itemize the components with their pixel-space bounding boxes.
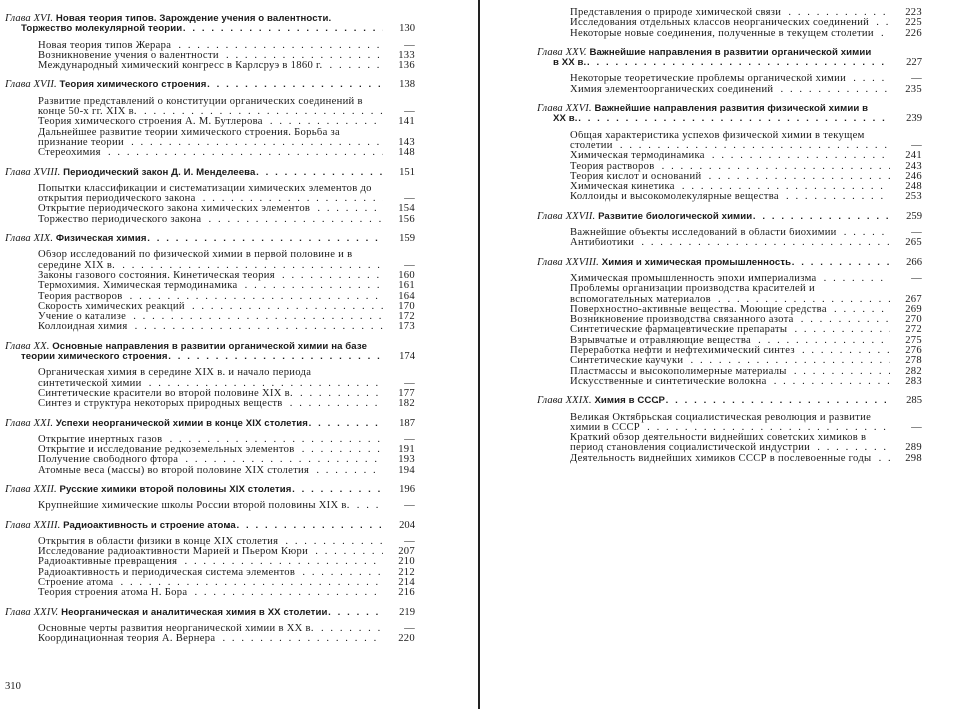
chapter-label: Глава XXII. <box>5 484 57 495</box>
toc-page-number: 223 <box>890 8 922 18</box>
chapter-title-text: Важнейшие направления развития физической химии в XX в. <box>553 104 869 125</box>
toc-item-title: Строение атома . . <box>38 578 113 588</box>
toc-item <box>38 312 415 322</box>
chapter-heading <box>5 342 415 363</box>
chapter-items <box>537 228 922 249</box>
chapter-title <box>537 104 868 124</box>
toc-page-number: 285 <box>890 396 922 406</box>
toc-item-title: Пластмассы и высокополимерные материалы . . <box>570 367 787 377</box>
chapter-heading <box>5 419 415 429</box>
toc-page-number: 148 <box>383 148 415 158</box>
page-number: 310 <box>5 681 21 692</box>
toc-chapter <box>537 258 922 388</box>
chapter-label: Глава XX. <box>5 341 50 352</box>
chapter-items <box>5 250 415 332</box>
toc-item <box>38 466 415 476</box>
toc-page-number: 204 <box>383 521 415 531</box>
toc-item <box>38 184 415 205</box>
toc-item-title: Искусственные и синтетические волокна . . <box>570 377 767 387</box>
chapter-title-text: Основные направления в развитии органической химии на базе теории химического строения <box>21 341 368 363</box>
toc-chapter <box>5 234 415 333</box>
toc-chapter <box>5 485 415 512</box>
toc-item-title: Деятельность виднейших химиков СССР в послевоенные годы . . <box>570 454 871 464</box>
toc-page-number: — <box>383 107 415 117</box>
toc-page-number: 136 <box>383 61 415 71</box>
toc-page-number: 173 <box>383 322 415 332</box>
toc-page-number: 266 <box>890 258 922 268</box>
toc-page-number: — <box>383 501 415 511</box>
toc-item <box>570 172 922 182</box>
chapter-heading <box>5 234 415 244</box>
toc-item-title: Органическая химия в середине XIX в. и начало периода синтетической химии . . <box>38 368 311 388</box>
chapter-items <box>537 131 922 203</box>
toc-page-number: 141 <box>383 117 415 127</box>
chapter-title-text: Русские химики второй половины XIX столетия <box>59 484 292 495</box>
toc-item-title: Представления о природе химической связи . . <box>570 8 781 18</box>
toc-item-title: Исследование радиоактивности Марией и Пьером Кюри . . <box>38 547 308 557</box>
chapter-heading <box>5 485 415 495</box>
chapter-title-text: Радиоактивность и строение атома <box>63 520 236 531</box>
chapter-label: Глава XVI. <box>5 14 54 24</box>
toc-item-title: Теория растворов . . <box>570 162 655 172</box>
chapter-heading <box>5 168 415 178</box>
toc-item-title: Синтетические красители во второй половине XIX в. . . <box>38 389 293 399</box>
chapter-label: Глава XVIII. <box>5 167 61 178</box>
toc-item <box>570 367 922 377</box>
toc-chapter <box>5 14 415 71</box>
toc-item-title: Дальнейшее развитие теории химического строения. Борьба за признание теории . . <box>38 128 340 148</box>
toc-page-number: 226 <box>890 29 922 39</box>
toc-item-title: Важнейшие объекты исследований в области биохимии . . <box>570 228 837 238</box>
toc-chapter <box>537 212 922 249</box>
chapter-items <box>537 274 922 387</box>
chapter-label: Глава XVII. <box>5 80 57 91</box>
toc-item <box>570 74 922 84</box>
chapter-title <box>5 521 236 531</box>
toc-page-number: 265 <box>890 238 922 248</box>
toc-item <box>570 18 922 28</box>
toc-item-title: Коллоидная химия . . <box>38 322 128 332</box>
toc-item <box>570 377 922 387</box>
toc-item <box>38 302 415 312</box>
toc-item <box>38 61 415 71</box>
toc-item <box>570 8 922 18</box>
toc-item-title: Радиоактивность и периодическая система элементов . . <box>38 568 295 578</box>
toc-item <box>570 454 922 464</box>
toc-item <box>38 624 415 634</box>
toc-item-title: Открытие и исследование редкоземельных элементов . . <box>38 445 295 455</box>
toc-item <box>570 413 922 434</box>
toc-page-number: — <box>383 537 415 547</box>
toc-page-number: 151 <box>383 168 415 178</box>
chapter-title-text: Развитие биологической химии <box>598 211 753 222</box>
chapter-label: Глава XXIV. <box>5 607 59 618</box>
chapter-title-text: Неорганическая и аналитическая химия в XX столетии <box>61 607 328 618</box>
toc-chapter <box>5 342 415 410</box>
toc-page-number: 216 <box>383 588 415 598</box>
toc-item-title: Получение свободного фтора . . <box>38 455 178 465</box>
toc-page-number: — <box>890 141 922 151</box>
toc-page-number: — <box>890 423 922 433</box>
toc-page-number: 143 <box>383 138 415 148</box>
chapter-heading <box>537 212 922 222</box>
toc-item-title: Теория химического строения А. М. Бутлерова . . <box>38 117 263 127</box>
toc-item-title: Синтетические фармацевтические препараты . . <box>570 325 787 335</box>
toc-page-number: 196 <box>383 485 415 495</box>
chapter-items <box>5 368 415 409</box>
toc-page-number: 219 <box>383 608 415 618</box>
toc-item <box>570 315 922 325</box>
chapter-items <box>5 97 415 159</box>
toc-page-number: 282 <box>890 367 922 377</box>
chapter-title-text: Новая теория типов. Зарождение учения о валентности. Торжество молекулярной теории <box>21 14 332 35</box>
chapter-items <box>537 413 922 464</box>
toc-item-title: Химическая промышленность эпохи империализма . . <box>570 274 817 284</box>
toc-item-title: Открытие периодического закона химических элементов . . <box>38 204 310 214</box>
toc-item-title: Попытки классификации и систематизации химических элементов до открытия периодического закона . . <box>38 184 372 204</box>
chapter-label: Глава XXVII. <box>537 211 596 222</box>
continued-items <box>537 8 922 39</box>
toc-page-number: 133 <box>383 51 415 61</box>
toc-page-number: 253 <box>890 192 922 202</box>
toc-chapter <box>5 419 415 476</box>
toc-item <box>38 97 415 118</box>
chapter-heading <box>5 80 415 90</box>
toc-item-title: Основные черты развития неорганической химии в XX в. . . <box>38 624 314 634</box>
toc-item-title: Теория кислот и оснований . . <box>570 172 701 182</box>
toc-item-title: Законы газового состояния. Кинетическая теория . . <box>38 271 275 281</box>
toc-page-number: 239 <box>890 114 922 124</box>
chapter-label: Глава XXI. <box>5 418 54 429</box>
toc-page-number: 272 <box>890 325 922 335</box>
toc-item-title: Некоторые новые соединения, полученные в текущем столетии . . <box>570 29 874 39</box>
toc-item <box>38 148 415 158</box>
chapter-title-text: Химия и химическая промышленность <box>601 257 792 268</box>
toc-chapter <box>5 80 415 158</box>
toc-item <box>570 85 922 95</box>
toc-item <box>38 117 415 127</box>
toc-page-number: 298 <box>890 454 922 464</box>
chapter-heading <box>537 104 922 125</box>
toc-page-number: 172 <box>383 312 415 322</box>
toc-item-title: Краткий обзор деятельности виднейших советских химиков в период становления социалистической индустрии . . <box>570 433 866 453</box>
toc-chapter <box>5 521 415 599</box>
toc-item-title: Антибиотики . . <box>570 238 634 248</box>
toc-item <box>38 271 415 281</box>
toc-item-title: Радиоактивные превращения . . <box>38 557 177 567</box>
chapter-title <box>5 485 291 495</box>
toc-page-number: 177 <box>383 389 415 399</box>
toc-item-title: Проблемы организации производства красителей и вспомогательных материалов . . <box>570 284 815 304</box>
toc-item-title: Крупнейшие химические школы России второй половины XIX в. . . <box>38 501 350 511</box>
toc-item <box>38 204 415 214</box>
chapter-title <box>5 168 255 178</box>
chapter-label: Глава XXIX. <box>537 396 592 407</box>
chapter-title-text: Химия в СССР <box>594 396 665 407</box>
toc-page-number: — <box>383 435 415 445</box>
toc-item-title: Международный химический конгресс в Карлсруэ в 1860 г. . . <box>38 61 322 71</box>
toc-page-number: 156 <box>383 215 415 225</box>
toc-item <box>570 433 922 454</box>
toc-page-number: 278 <box>890 356 922 366</box>
toc-item-title: Переработка нефти и нефтехимический синтез . . <box>570 346 795 356</box>
chapter-items <box>5 435 415 476</box>
toc-item-title: Новая теория типов Жерара . . <box>38 41 171 51</box>
toc-page-number: 212 <box>383 568 415 578</box>
chapter-heading <box>5 521 415 531</box>
toc-item <box>38 578 415 588</box>
toc-item <box>570 151 922 161</box>
toc-page-number: 220 <box>383 634 415 644</box>
chapter-label: Глава XXV. <box>537 47 587 58</box>
toc-item <box>570 238 922 248</box>
toc-item <box>38 445 415 455</box>
toc-item-title: Великая Октябрьская социалистическая революция и развитие химии в СССР . . <box>570 413 871 433</box>
toc-page-number: — <box>383 379 415 389</box>
toc-item-title: Возникновение производства связанного азота . . <box>570 315 794 325</box>
chapter-title <box>5 342 367 362</box>
toc-page-number: — <box>383 624 415 634</box>
toc-item-title: Синтез и структура некоторых природных веществ . . <box>38 399 283 409</box>
toc-page-number: 194 <box>383 466 415 476</box>
toc-page-number: 243 <box>890 162 922 172</box>
toc-page-number: 161 <box>383 281 415 291</box>
chapter-title <box>5 419 308 429</box>
toc-item <box>38 547 415 557</box>
toc-item-title: Торжество периодического закона . . <box>38 215 201 225</box>
toc-page-number: 235 <box>890 85 922 95</box>
toc-item-title: Стереохимия . . <box>38 148 101 158</box>
toc-page-number: 210 <box>383 557 415 567</box>
toc-item <box>38 634 415 644</box>
chapter-label: Глава XXVI. <box>537 104 592 115</box>
toc-item <box>38 557 415 567</box>
toc-page-number: 193 <box>383 455 415 465</box>
toc-item <box>570 325 922 335</box>
toc-item <box>38 537 415 547</box>
toc-item <box>38 250 415 271</box>
toc-item <box>570 162 922 172</box>
toc-page-number: 159 <box>383 234 415 244</box>
toc-page-number: 275 <box>890 336 922 346</box>
toc-item-title: Некоторые теоретические проблемы органической химии . . <box>570 74 846 84</box>
toc-page-number: — <box>383 261 415 271</box>
toc-item-title: Синтетические каучуки . . <box>570 356 683 366</box>
chapter-label: Глава XXIII. <box>5 520 61 531</box>
chapter-title-text: Теория химического строения <box>59 80 207 91</box>
chapter-title <box>5 14 331 34</box>
toc-item-title: Термохимия. Химическая термодинамика . . <box>38 281 238 291</box>
toc-item-title: Возникновение учения о валентности . . <box>38 51 219 61</box>
toc-item <box>38 588 415 598</box>
toc-item-title: Исследования отдельных классов неорганических соединений . . <box>570 18 869 28</box>
right-page <box>481 0 956 709</box>
toc-page-number: 269 <box>890 305 922 315</box>
toc-item-title: Теория растворов . . <box>38 292 123 302</box>
toc-page-number: 174 <box>383 352 415 362</box>
toc-item-title: Открытия в области физики в конце XIX столетия . . <box>38 537 278 547</box>
toc-item <box>38 399 415 409</box>
toc-chapter <box>5 608 415 645</box>
toc-page-number: 182 <box>383 399 415 409</box>
chapter-title <box>5 80 206 90</box>
toc-item <box>38 455 415 465</box>
chapter-title <box>5 608 327 618</box>
toc-page-number: — <box>890 274 922 284</box>
toc-item <box>38 51 415 61</box>
toc-page-number: — <box>383 194 415 204</box>
toc-item <box>570 356 922 366</box>
toc-item <box>38 281 415 291</box>
toc-item <box>570 284 922 305</box>
toc-page-number: 289 <box>890 443 922 453</box>
toc-item <box>38 435 415 445</box>
toc-item-title: Химическая термодинамика . . <box>570 151 705 161</box>
chapter-title <box>537 48 871 68</box>
toc-item-title: Обзор исследований по физической химии в первой половине и в середине XIX в. . . <box>38 250 352 270</box>
chapter-label: Глава XIX. <box>5 234 54 245</box>
chapter-title-text: Важнейшие направления в развитии органической химии в XX в. <box>553 47 872 69</box>
chapter-title <box>537 396 665 406</box>
toc-page-number: 276 <box>890 346 922 356</box>
toc-item <box>570 228 922 238</box>
toc-item-title: Общая характеристика успехов физической химии в текущем столетии . . <box>570 131 865 151</box>
toc-page-number: 214 <box>383 578 415 588</box>
toc-item <box>570 29 922 39</box>
toc-item <box>570 274 922 284</box>
toc-chapter <box>5 168 415 225</box>
toc-item <box>38 215 415 225</box>
chapter-heading <box>537 48 922 69</box>
chapter-heading <box>5 14 415 35</box>
toc-chapter <box>537 396 922 464</box>
toc-item-title: Атомные веса (массы) во второй половине XIX столетия . . <box>38 466 309 476</box>
toc-page-number: 241 <box>890 151 922 161</box>
chapter-title-text: Успехи неорганической химии в конце XIX столетия <box>55 418 308 429</box>
toc-item <box>570 305 922 315</box>
toc-page-number: 248 <box>890 182 922 192</box>
toc-page-number: 138 <box>383 80 415 90</box>
toc-left <box>5 14 415 654</box>
toc-item <box>38 128 415 149</box>
chapter-heading <box>537 396 922 406</box>
toc-right <box>537 8 922 473</box>
chapter-items <box>537 74 922 95</box>
chapter-items <box>5 41 415 72</box>
chapter-title <box>537 258 791 268</box>
toc-page-number: 187 <box>383 419 415 429</box>
toc-page-number: — <box>890 228 922 238</box>
chapter-label: Глава XXVIII. <box>537 257 599 268</box>
toc-item <box>38 292 415 302</box>
toc-page-number: 283 <box>890 377 922 387</box>
toc-page-number: 270 <box>890 315 922 325</box>
chapter-title-text: Физическая химия <box>55 234 147 245</box>
toc-page-number: 225 <box>890 18 922 28</box>
toc-item-title: Химия элементоорганических соединений . . <box>570 85 773 95</box>
chapter-heading <box>537 258 922 268</box>
toc-item <box>38 389 415 399</box>
toc-page-number: — <box>383 41 415 51</box>
toc-item <box>38 41 415 51</box>
toc-page-number: 246 <box>890 172 922 182</box>
toc-item-title: Взрывчатые и отравляющие вещества . . <box>570 336 751 346</box>
toc-item-title: Развитие представлений о конституции органических соединений в конце 50-х гг. XIX в. . . <box>38 97 363 117</box>
chapter-items <box>5 184 415 225</box>
toc-page-number: 191 <box>383 445 415 455</box>
toc-page-number: 259 <box>890 212 922 222</box>
toc-item-title: Теория строения атома Н. Бора . . <box>38 588 187 598</box>
toc-item <box>570 192 922 202</box>
toc-item-title: Скорость химических реакций . . <box>38 302 185 312</box>
chapter-title-text: Периодический закон Д. И. Менделеева <box>63 167 256 178</box>
toc-item-title: Координационная теория А. Вернера . . <box>38 634 215 644</box>
chapter-items <box>5 624 415 645</box>
toc-item <box>570 182 922 192</box>
toc-page-number: 207 <box>383 547 415 557</box>
toc-page-number: 227 <box>890 58 922 68</box>
toc-item-title: Открытие инертных газов . . <box>38 435 162 445</box>
toc-item <box>570 336 922 346</box>
chapter-heading <box>5 608 415 618</box>
toc-item <box>38 501 415 511</box>
toc-item-title: Учение о катализе . . <box>38 312 126 322</box>
chapter-items <box>5 537 415 599</box>
toc-page-number: 154 <box>383 204 415 214</box>
toc-item <box>570 346 922 356</box>
toc-chapter <box>537 104 922 203</box>
chapter-title <box>5 234 147 244</box>
chapter-items <box>5 501 415 511</box>
toc-item-title: Химическая кинетика . . <box>570 182 675 192</box>
toc-item-title: Коллоиды и высокомолекулярные вещества . . <box>570 192 779 202</box>
toc-item <box>38 568 415 578</box>
toc-chapter <box>537 48 922 95</box>
toc-item-title: Поверхностно-активные вещества. Моющие средства . . <box>570 305 827 315</box>
page-gutter-divider <box>478 0 480 709</box>
toc-page-number: — <box>890 74 922 84</box>
toc-page-number: 164 <box>383 292 415 302</box>
toc-page-number: 130 <box>383 24 415 34</box>
toc-item <box>38 322 415 332</box>
chapter-title <box>537 212 752 222</box>
toc-page-number: 170 <box>383 302 415 312</box>
toc-item <box>38 368 415 389</box>
toc-item <box>570 131 922 152</box>
toc-page-number: 160 <box>383 271 415 281</box>
toc-page-number: 267 <box>890 295 922 305</box>
